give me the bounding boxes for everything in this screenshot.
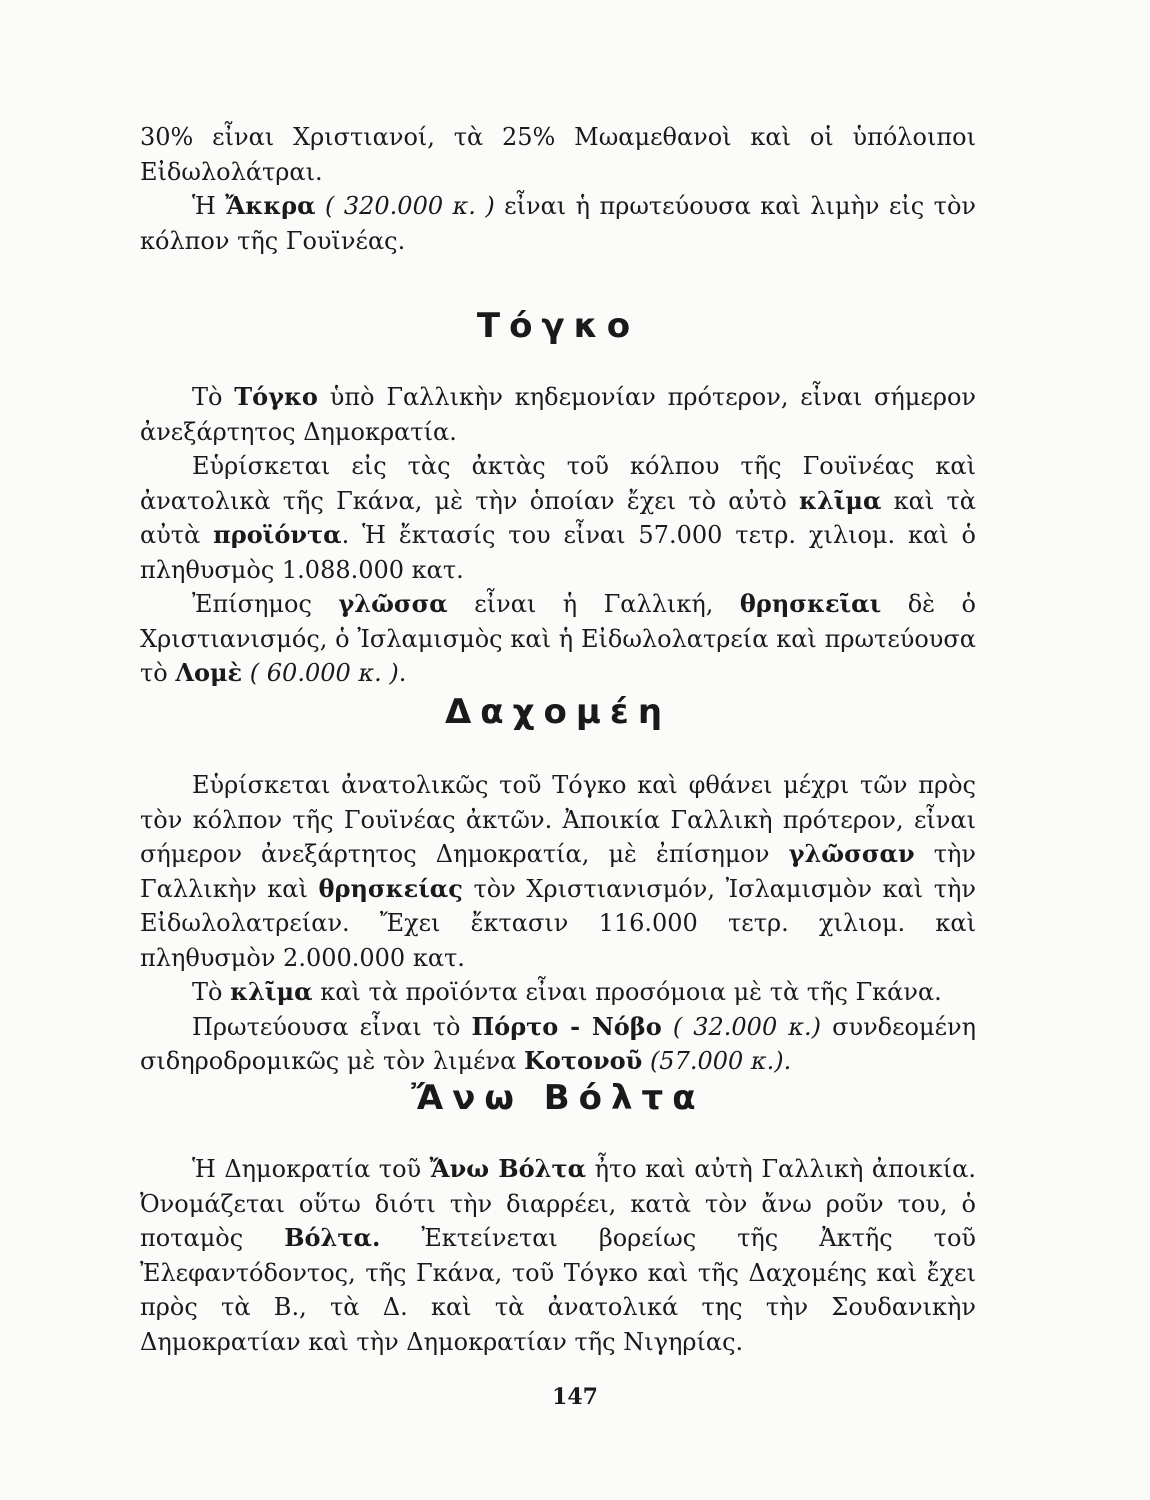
upper-volta-section	[140, 1152, 976, 1359]
dahomey-heading: Δαχομέη	[444, 692, 672, 732]
togo-paragraph-2: Εὑρίσκεται εἰς τὰς ἀκτὰς τοῦ κόλπου τῆς Γουϊνέας καὶ ἀνατολικὰ τῆς Γκάνα, μὲ τὴν ὁποίαν ἔχει τὸ αὐτὸ κλῖμα καὶ τὰ αὐτὰ προϊόντα. Ἡ ἔκτασίς του εἶναι 57.000 τετρ. χιλιομ. καὶ ὁ πληθυσμὸς 1.088.000 κατ.	[140, 452, 977, 584]
dahomey-paragraph-2: Τὸ κλῖμα καὶ τὰ προϊόντα εἶναι προσόμοια μὲ τὰ τῆς Γκάνα.	[192, 977, 942, 1006]
intro-paragraph-1: 30% εἶναι Χριστιανοί, τὰ 25% Μωαμεθανοὶ καὶ οἱ ὑπόλοιποι Εἰδωλολάτραι.	[140, 123, 976, 186]
togo-paragraph-3: Ἐπίσημος γλῶσσα εἶναι ἡ Γαλλική, θρησκεῖαι δὲ ὁ Χριστιανισμός, ὁ Ἰσλαμισμὸς καὶ ἡ Εἰδωλολατρεία καὶ πρωτεύουσα τὸ Λομὲ ( 60.000 κ. ).	[140, 589, 976, 687]
togo-heading: Τόγκο	[476, 306, 640, 346]
dahomey-paragraph-3: Πρωτεύουσα εἶναι τὸ Πόρτο - Νόβο ( 32.000 κ.) συνδεομένη σιδηροδρομικῶς μὲ τὸν λιμένα Κοτονοῦ (57.000 κ.).	[140, 1011, 976, 1075]
togo-paragraph-1: Τὸ Τόγκο ὑπὸ Γαλλικὴν κηδεμονίαν πρότερον, εἶναι σήμερον ἀνεξάρτητος Δημοκρατία.	[140, 382, 976, 446]
dahomey-paragraph-1: Εὑρίσκεται ἀνατολικῶς τοῦ Τόγκο καὶ φθάνει μέχρι τῶν πρὸς τὸν κόλπον τῆς Γουϊνέας ἀκτῶν. Ἀποικία Γαλλικὴ πρότερον, εἶναι σήμερον ἀνεξάρτητος Δημοκρατία, μὲ ἐπίσημον γλῶσσαν τὴν Γαλλικὴν καὶ θρησκείας τὸν Χριστιανισμόν, Ἰσλαμισμὸν καὶ τὴν Εἰδωλολατρείαν. Ἔχει ἔκτασιν 116.000 τετρ. χιλιομ. καὶ πληθυσμὸν 2.000.000 κατ.	[140, 771, 976, 972]
upper-volta-paragraph-1: Ἡ Δημοκρατία τοῦ Ἄνω Βόλτα ἦτο καὶ αὐτὴ Γαλλικὴ ἀποικία. Ὀνομάζεται οὕτω διότι τὴν διαρρέει, κατὰ τὸν ἄνω ροῦν του, ὁ ποταμὸς Βόλτα. Ἐκτείνεται βορείως τῆς Ἀκτῆς τοῦ Ἐλεφαντόδοντος, τῆς Γκάνα, τοῦ Τόγκο καὶ τῆς Δαχομέης καὶ ἔχει πρὸς τὰ Β., τὰ Δ. καὶ τὰ ἀνατολικά της τὴν Σουδανικὴν Δημοκρατίαν καὶ τὴν Δημοκρατίαν τῆς Νιγηρίας.	[140, 1154, 977, 1356]
togo-section	[140, 380, 976, 691]
intro-paragraph-2: Ἡ Ἄκκρα ( 320.000 κ. ) εἶναι ἡ πρωτεύουσα καὶ λιμὴν εἰς τὸν κόλπον τῆς Γουϊνέας.	[140, 191, 976, 255]
intro-section	[140, 120, 976, 258]
accra-name: Ἄκκρα	[225, 191, 316, 220]
page-number: 147	[552, 1384, 598, 1410]
dahomey-section	[140, 768, 976, 1079]
upper-volta-heading: Ἄνω Βόλτα	[411, 1078, 705, 1118]
